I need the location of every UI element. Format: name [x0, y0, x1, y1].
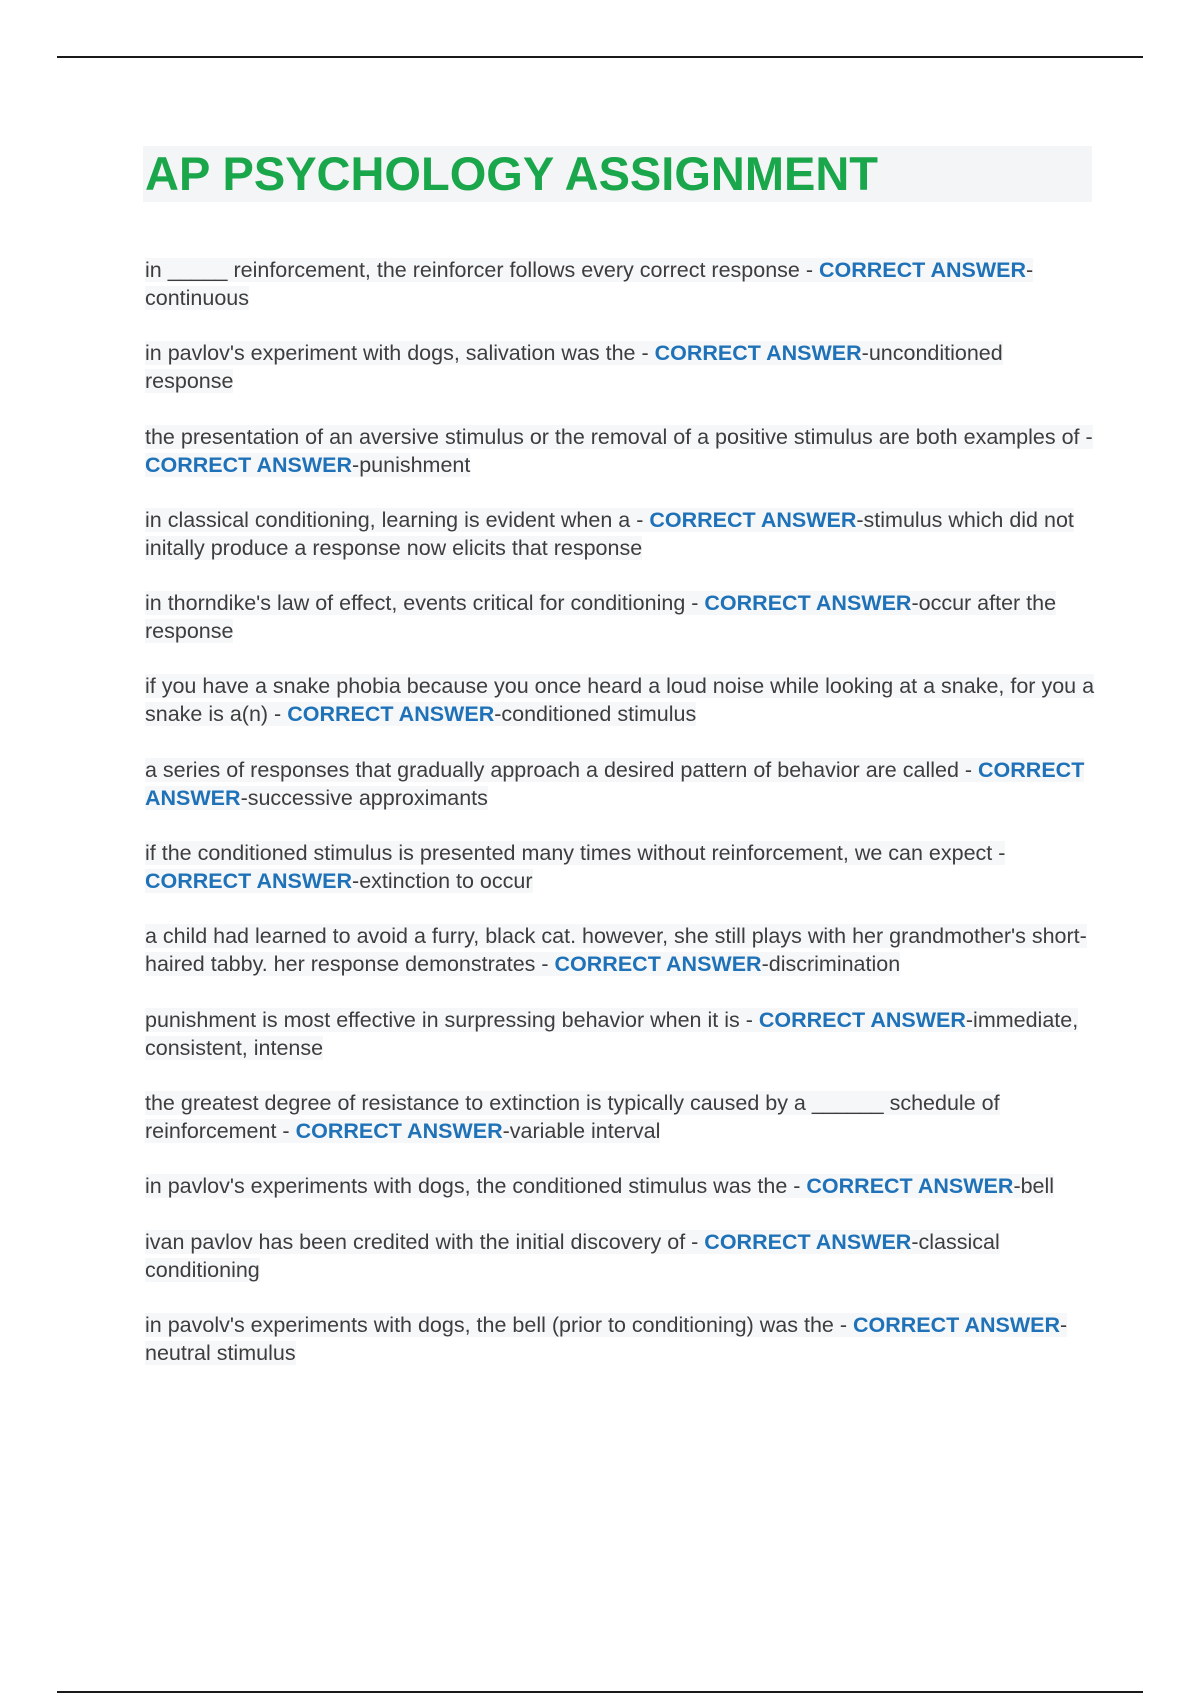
- qa-item: [145, 1006, 1095, 1062]
- qa-item: [145, 423, 1095, 479]
- question-text: in pavolv's experiments with dogs, the bell (prior to conditioning) was the -: [145, 1312, 853, 1337]
- correct-answer-label: CORRECT ANSWER: [145, 757, 1085, 810]
- qa-item: [145, 922, 1095, 978]
- question-text: if you have a snake phobia because you once heard a loud noise while looking at a snake, for you a snake is a(n) -: [145, 674, 1095, 727]
- qa-item: [145, 1228, 1095, 1284]
- bottom-rule: [57, 1691, 1143, 1693]
- question-text: ivan pavlov has been credited with the initial discovery of -: [145, 1229, 705, 1254]
- correct-answer-label: CORRECT ANSWER: [806, 1174, 1014, 1199]
- qa-item: [145, 589, 1095, 645]
- answer-text: -conditioned stimulus: [494, 702, 697, 727]
- qa-item: [145, 1089, 1095, 1145]
- question-text: punishment is most effective in surpressing behavior when it is -: [145, 1007, 759, 1032]
- qa-item: [145, 672, 1095, 728]
- question-text: in thorndike's law of effect, events critical for conditioning -: [145, 591, 705, 616]
- answer-text: -classical conditioning: [145, 1229, 1000, 1282]
- question-text: the greatest degree of resistance to extinction is typically caused by a ______ schedule of reinforcement -: [145, 1090, 1000, 1143]
- correct-answer-label: CORRECT ANSWER: [649, 507, 857, 532]
- qa-item: [145, 339, 1095, 395]
- answer-text: -stimulus which did not initally produce a response now elicits that response: [145, 507, 1074, 560]
- answer-text: -extinction to occur: [352, 869, 533, 894]
- qa-item: [145, 1311, 1095, 1367]
- qa-item: [145, 756, 1095, 812]
- qa-item: [145, 839, 1095, 895]
- answer-text: -immediate, consistent, intense: [145, 1007, 1079, 1060]
- question-text: the presentation of an aversive stimulus or the removal of a positive stimulus are both examples of -: [145, 424, 1093, 449]
- correct-answer-label: CORRECT ANSWER: [554, 952, 762, 977]
- correct-answer-label: CORRECT ANSWER: [704, 591, 912, 616]
- answer-text: -occur after the response: [145, 591, 1057, 644]
- question-text: a series of responses that gradually approach a desired pattern of behavior are called -: [145, 757, 979, 782]
- qa-item: [145, 506, 1095, 562]
- qa-item: [145, 1172, 1095, 1200]
- answer-text: -successive approximants: [240, 785, 488, 810]
- qa-item: [145, 256, 1095, 312]
- qa-list: [145, 256, 1095, 1394]
- question-text: a child had learned to avoid a furry, black cat. however, she still plays with her grandmother's short-haired tabby. her response demonstrates -: [145, 924, 1087, 977]
- question-text: in classical conditioning, learning is evident when a -: [145, 507, 650, 532]
- correct-answer-label: CORRECT ANSWER: [852, 1312, 1061, 1337]
- answer-text: -variable interval: [502, 1118, 661, 1143]
- correct-answer-label: CORRECT ANSWER: [145, 869, 353, 894]
- answer-text: -bell: [1013, 1174, 1055, 1199]
- correct-answer-label: CORRECT ANSWER: [758, 1007, 966, 1032]
- document-title: AP PSYCHOLOGY ASSIGNMENT: [145, 147, 878, 200]
- answer-text: -unconditioned response: [145, 341, 1003, 394]
- top-rule: [57, 56, 1143, 58]
- correct-answer-label: CORRECT ANSWER: [654, 341, 862, 366]
- correct-answer-label: CORRECT ANSWER: [818, 258, 1027, 282]
- question-text: in pavlov's experiment with dogs, salivation was the -: [145, 341, 655, 366]
- answer-text: -discrimination: [761, 952, 901, 977]
- correct-answer-label: CORRECT ANSWER: [295, 1118, 503, 1143]
- question-text: in pavlov's experiments with dogs, the conditioned stimulus was the -: [145, 1174, 807, 1199]
- answer-text: -neutral stimulus: [145, 1312, 1068, 1365]
- question-text: in _____ reinforcement, the reinforcer follows every correct response -: [145, 258, 819, 282]
- correct-answer-label: CORRECT ANSWER: [704, 1229, 912, 1254]
- correct-answer-label: CORRECT ANSWER: [145, 452, 353, 477]
- correct-answer-label: CORRECT ANSWER: [287, 702, 495, 727]
- answer-text: -punishment: [352, 452, 471, 477]
- answer-text: -continuous: [145, 258, 1034, 310]
- question-text: if the conditioned stimulus is presented many times without reinforcement, we can expect -: [145, 841, 1006, 866]
